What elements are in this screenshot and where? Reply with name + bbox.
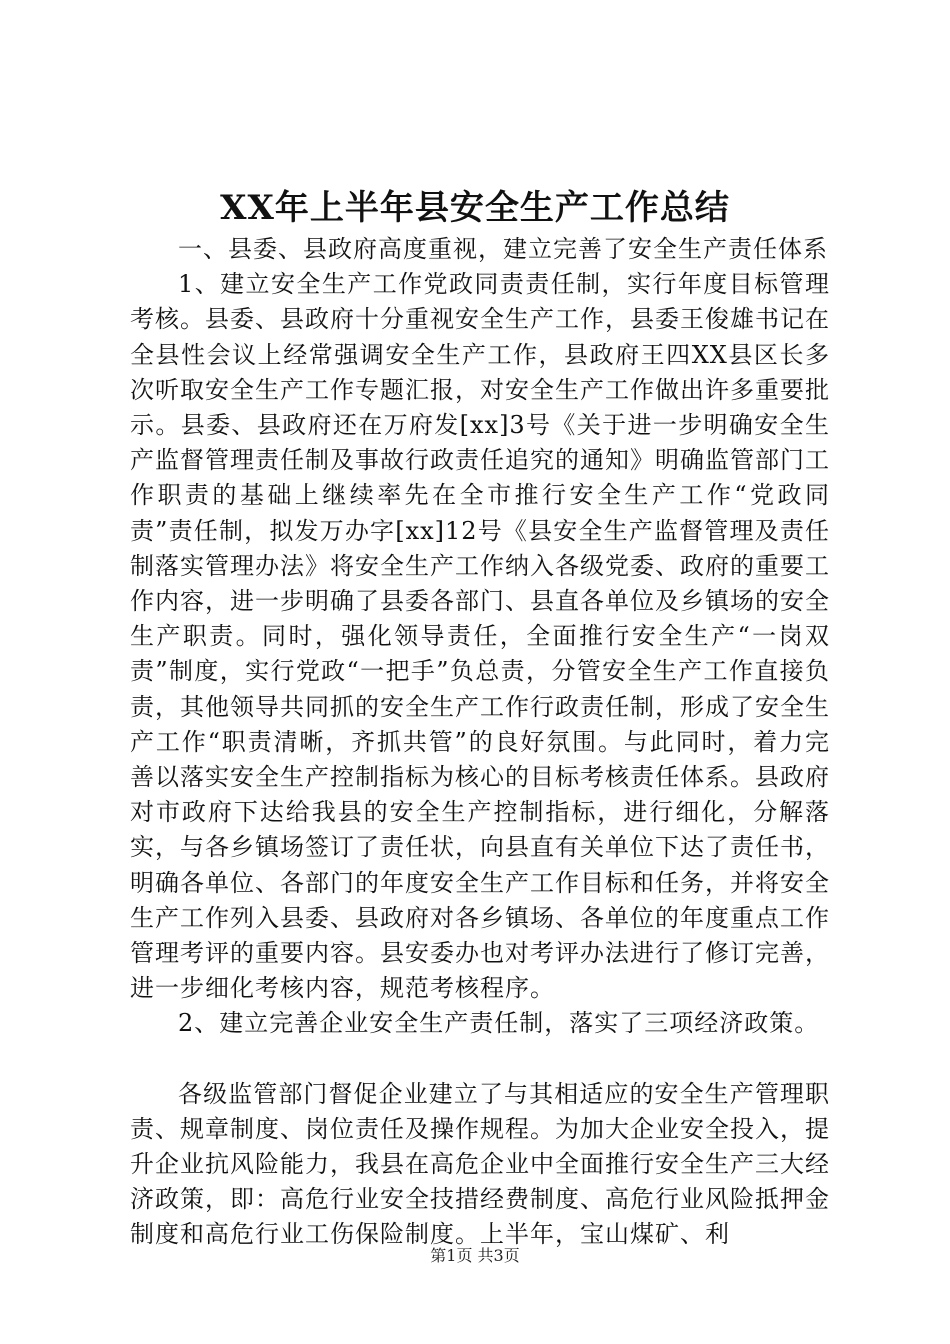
body-paragraph: 2、建立完善企业安全生产责任制，落实了三项经济政策。 bbox=[178, 1009, 820, 1038]
document-title: XX年上半年县安全生产工作总结 bbox=[220, 188, 730, 228]
document-body bbox=[130, 232, 830, 1253]
body-paragraph: 1、建立安全生产工作党政同责责任制，实行年度目标管理考核。县委、县政府十分重视安全生产工作，县委王俊雄书记在全县性会议上经常强调安全生产工作，县政府王四XX县区长多次听取安全生产工作专题汇报，对安全生产工作做出许多重要批示。县委、县政府还在万府发[xx]3号《关于进一步明确安全生产监督管理责任制及事故行政责任追究的通知》明确监管部门工作职责的基础上继续率先在全市推行安全生产工作“党政同责”责任制，拟发万办字[xx]12号《县安全生产监督管理及责任制落实管理办法》将安全生产工作纳入各级党委、政府的重要工作内容，进一步明确了县委各部门、县直各单位及乡镇场的安全生产职责。同时，强化领导责任，全面推行安全生产“一岗双责”制度，实行党政“一把手”负总责，分管安全生产工作直接负责，其他领导共同抓的安全生产工作行政责任制，形成了安全生产工作“职责清晰，齐抓共管”的良好氛围。与此同时，着力完善以落实安全生产控制指标为核心的目标考核责任体系。县政府对市政府下达给我县的安全生产控制指标，进行细化，分解落实，与各乡镇场签订了责任状，向县直有关单位下达了责任书，明确各单位、各部门的年度安全生产工作目标和任务，并将安全生产工作列入县委、县政府对各乡镇场、各单位的年度重点工作管理考评的重要内容。县安委办也对考评办法进行了修订完善，进一步细化考核内容，规范考核程序。 bbox=[130, 270, 830, 1003]
body-paragraph: 各级监管部门督促企业建立了与其相适应的安全生产管理职责、规章制度、岗位责任及操作规程。为加大企业安全投入，提升企业抗风险能力，我县在高危企业中全面推行安全生产三大经济政策，即：高危行业安全技措经费制度、高危行业风险抵押金制度和高危行业工伤保险制度。上半年，宝山煤矿、利 bbox=[130, 1079, 830, 1249]
page-number: 第1页 共3页 bbox=[430, 1246, 520, 1265]
section-heading: 一、县委、县政府高度重视，建立完善了安全生产责任体系 bbox=[178, 235, 828, 263]
